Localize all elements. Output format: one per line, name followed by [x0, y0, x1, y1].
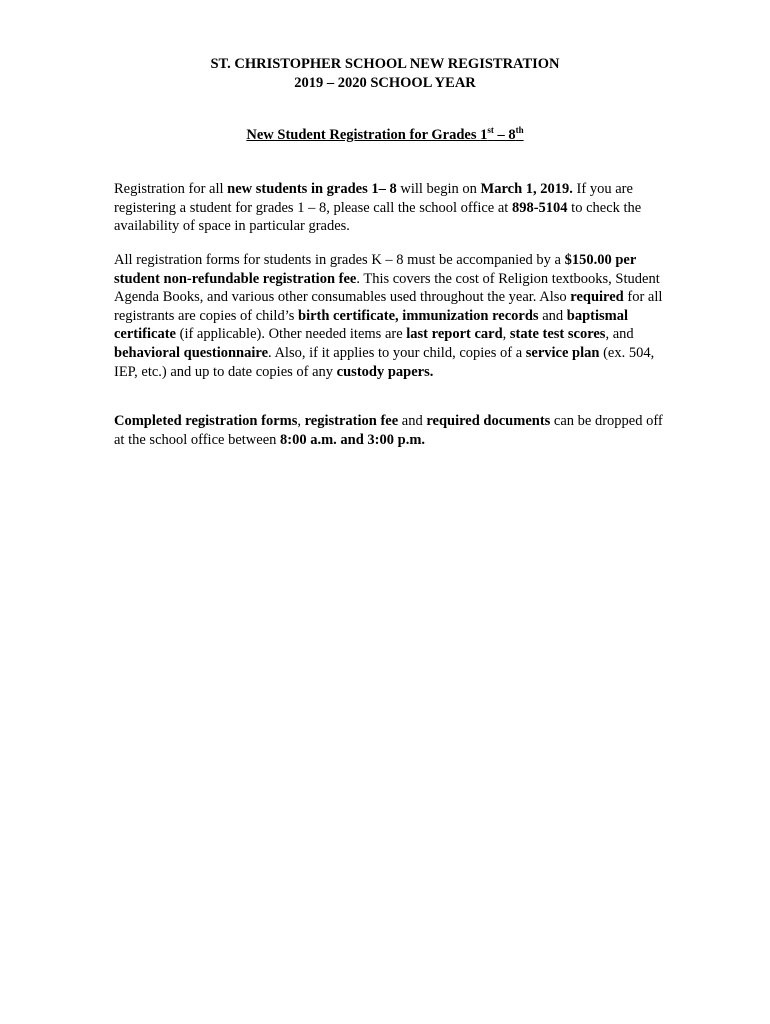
emphasis-phone: 898-5104: [511, 199, 568, 216]
emphasis-certificates: birth certificate, immunization records: [298, 307, 539, 324]
emphasis-documents: required documents: [426, 413, 551, 429]
text: (if applicable). Other needed items are: [175, 326, 407, 343]
text: . This covers the cost of Religion textbooks, Student Agenda Books, and various other consumables used throughout the year. Also: [114, 270, 660, 306]
text: and: [538, 307, 567, 324]
heading-superscript-th: th: [515, 125, 524, 136]
title-line-school: ST. CHRISTOPHER SCHOOL NEW REGISTRATION: [210, 56, 560, 72]
document-title: [0, 55, 770, 93]
emphasis-start-date: March 1, 2019.: [480, 181, 573, 197]
text: can be dropped off at the school office between: [114, 413, 663, 448]
emphasis-forms: Completed registration forms: [114, 413, 298, 429]
text: ,: [297, 413, 305, 429]
text: and: [398, 413, 427, 429]
emphasis-grades: new students in grades 1– 8: [227, 181, 397, 197]
text: for all registrants are copies of child’s: [114, 289, 663, 324]
emphasis-questionnaire: behavioral questionnaire: [114, 344, 269, 361]
heading-text-end: – 8: [493, 127, 516, 143]
title-line-year: 2019 – 2020 SCHOOL YEAR: [294, 75, 476, 91]
emphasis-baptismal: baptismal certificate: [114, 307, 628, 343]
text: If you are registering a student for grades 1 – 8, please call the school office at: [114, 181, 633, 216]
emphasis-hours: 8:00 a.m. and 3:00 p.m.: [280, 431, 426, 448]
emphasis-service-plan: service plan: [525, 344, 600, 361]
text: ,: [502, 326, 510, 343]
drop-off-paragraph: [114, 412, 666, 449]
emphasis-report-card: last report card: [406, 326, 503, 343]
text: , and: [605, 326, 634, 343]
text: Registration for all: [114, 181, 228, 197]
text: . Also, if it applies to your child, copies of a: [268, 344, 526, 361]
emphasis-fee: $150.00 per student non-refundable registration fee: [114, 252, 637, 287]
emphasis-test-scores: state test scores: [509, 326, 606, 343]
emphasis-required: required: [570, 289, 624, 306]
emphasis-registration-fee: registration fee: [304, 413, 399, 429]
text: All registration forms for students in grades K – 8 must be accompanied by a: [114, 252, 565, 268]
text: will begin on: [396, 181, 481, 197]
registration-date-paragraph: [114, 180, 666, 236]
heading-text-start: New Student Registration for Grades 1: [246, 127, 488, 143]
emphasis-custody: custody papers.: [336, 363, 434, 380]
heading-superscript-st: st: [487, 125, 494, 136]
text: to check the availability of space in particular grades.: [114, 199, 642, 235]
text: (ex. 504, IEP, etc.) and up to date copies of any: [114, 344, 655, 380]
section-heading: [0, 126, 770, 145]
registration-requirements-paragraph: [114, 251, 666, 381]
